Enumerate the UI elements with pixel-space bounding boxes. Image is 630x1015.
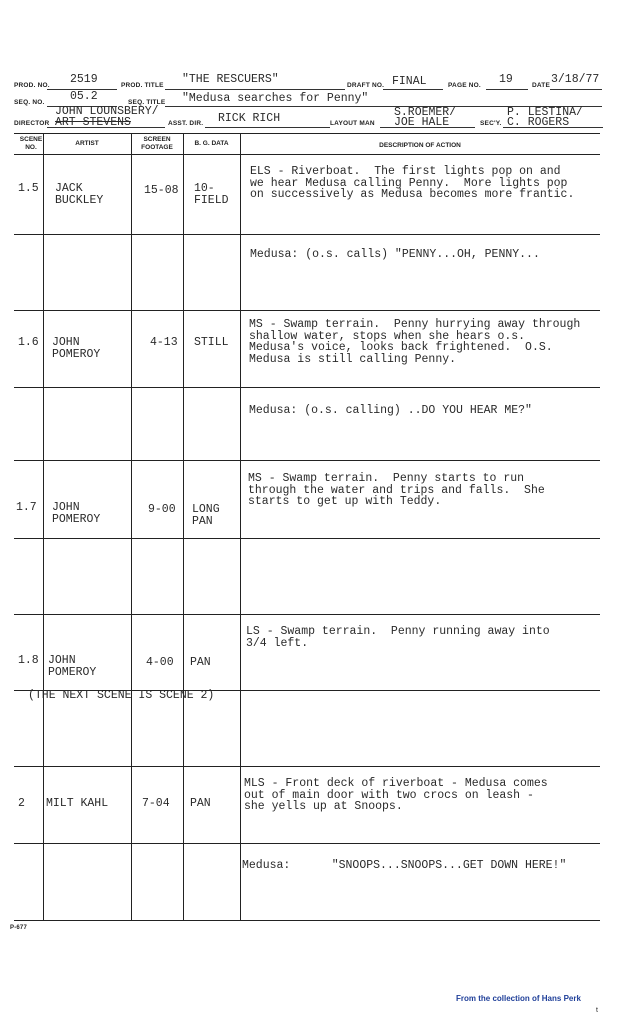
seq-no-label: SEQ. NO. xyxy=(14,99,45,106)
next-scene-note: (THE NEXT SCENE IS SCENE 2) xyxy=(28,689,215,702)
scene-number: 1.6 xyxy=(18,336,39,349)
corner-mark: t xyxy=(596,1007,599,1014)
secy-value-2: C. ROGERS xyxy=(507,116,570,129)
prod-no-value: 2519 xyxy=(70,73,98,86)
screen-footage: 4-00 xyxy=(146,656,174,669)
scene-number: 2 xyxy=(18,797,25,810)
col-header-scene-no: SCENE NO. xyxy=(19,136,43,151)
action-description: MS - Swamp terrain. Penny starts to run through the water and trips and falls. She starts to get up with Teddy. xyxy=(248,472,545,508)
artist-name: JOHN POMEROY xyxy=(52,336,101,361)
col-header-description: DESCRIPTION OF ACTION xyxy=(379,142,461,149)
draft-no-label: DRAFT NO. xyxy=(347,82,385,89)
prod-title-label: PROD. TITLE xyxy=(121,82,164,89)
scene-number: 1.7 xyxy=(16,501,37,514)
layout-man-label: LAYOUT MAN xyxy=(330,120,375,127)
action-description: Medusa: (o.s. calls) "PENNY...OH, PENNY... xyxy=(250,248,540,261)
bg-data: LONG PAN xyxy=(192,503,220,528)
date-value: 3/18/77 xyxy=(551,73,600,86)
action-description: Medusa: "SNOOPS...SNOOPS...GET DOWN HERE!" xyxy=(242,859,567,872)
screen-footage: 7-04 xyxy=(142,797,170,810)
action-description: MLS - Front deck of riverboat - Medusa comes out of main door with two crocs on leash - she yells up at Snoops. xyxy=(244,777,548,813)
bg-data: PAN xyxy=(190,797,211,810)
date-label: DATE xyxy=(532,82,551,89)
form-number: P-677 xyxy=(10,925,28,931)
scene-number: 1.5 xyxy=(18,182,39,195)
bg-data: PAN xyxy=(190,656,211,669)
col-header-bg-data: B. G. DATA xyxy=(194,140,229,147)
artist-name: JOHN POMEROY xyxy=(52,501,101,526)
action-description: LS - Swamp terrain. Penny running away into 3/4 left. xyxy=(246,625,550,650)
secy-label: SEC'Y. xyxy=(480,120,502,127)
prod-no-label: PROD. NO. xyxy=(14,82,50,89)
asst-dir-label: ASST. DIR. xyxy=(168,120,204,127)
seq-title-label: SEQ. TITLE xyxy=(128,99,166,106)
col-header-screen-footage: SCREEN FOOTAGE xyxy=(141,136,173,151)
seq-title-value: "Medusa searches for Penny" xyxy=(182,92,369,105)
prod-title-value: "THE RESCUERS" xyxy=(182,73,279,86)
artist-name: MILT KAHL xyxy=(46,797,109,810)
director-label: DIRECTOR xyxy=(14,120,50,127)
screen-footage: 9-00 xyxy=(148,503,176,516)
collection-credit: From the collection of Hans Perk xyxy=(456,994,581,1003)
director-value-2: ART STEVENS xyxy=(55,116,131,129)
screen-footage: 4-13 xyxy=(150,336,178,349)
page-no-label: PAGE NO. xyxy=(448,82,481,89)
seq-no-value: 05.2 xyxy=(70,90,98,103)
action-description: MS - Swamp terrain. Penny hurrying away through shallow water, stops when she hears o.s. Medusa's voice, looks back frightened. O.S. Medusa is still calling Penny. xyxy=(249,318,581,366)
draft-no-value: FINAL xyxy=(392,75,427,88)
page-no-value: 19 xyxy=(499,73,513,86)
layout-man-value-1: S.ROEMER/ xyxy=(394,106,457,119)
artist-name: JACK BUCKLEY xyxy=(55,182,104,207)
screen-footage: 15-08 xyxy=(144,184,179,197)
artist-name: JOHN POMEROY xyxy=(48,654,97,679)
scene-number: 1.8 xyxy=(18,654,39,667)
col-header-artist: ARTIST xyxy=(75,140,99,147)
bg-data: 10- FIELD xyxy=(194,182,229,207)
action-description: ELS - Riverboat. The first lights pop on and we hear Medusa calling Penny. More lights pop on successively as Medusa becomes more frantic. xyxy=(250,165,575,201)
secy-value-1: P. LESTINA/ xyxy=(507,106,583,119)
director-value-1: JOHN LOUNSBERY/ xyxy=(55,105,159,118)
layout-man-value-2: JOE HALE xyxy=(394,116,450,129)
bg-data: STILL xyxy=(194,336,229,349)
asst-dir-value: RICK RICH xyxy=(218,112,281,125)
action-description: Medusa: (o.s. calling) ..DO YOU HEAR ME?" xyxy=(249,404,532,417)
